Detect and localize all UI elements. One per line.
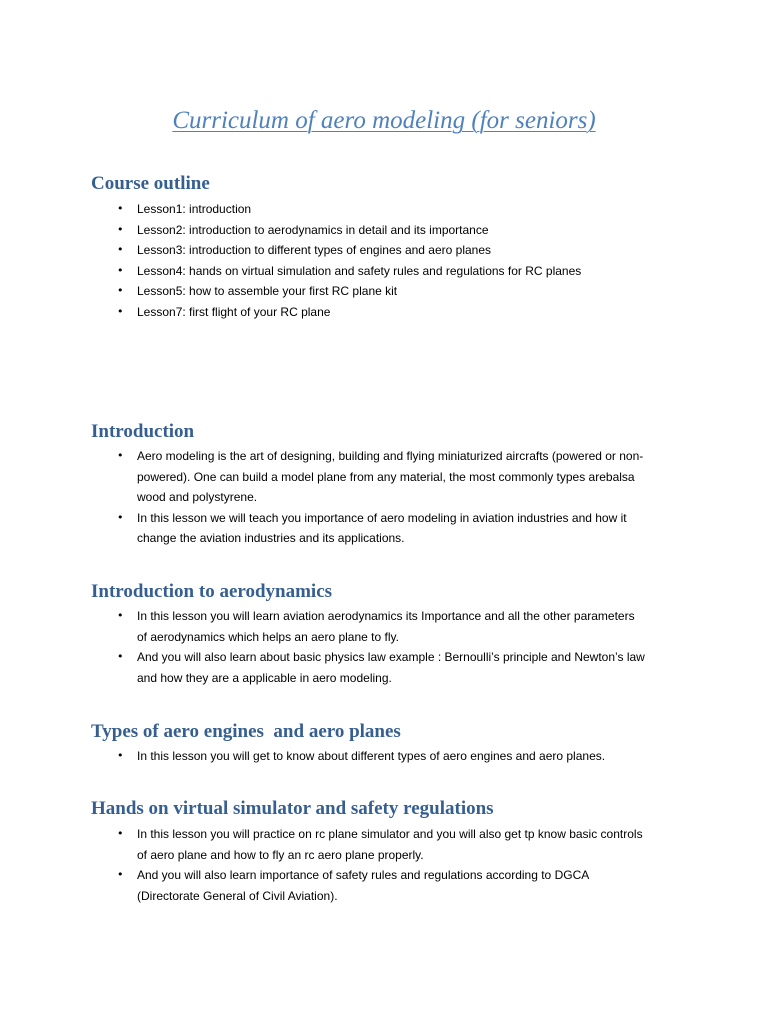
document-title: Curriculum of aero modeling (for seniors) <box>172 107 596 134</box>
list-item <box>137 199 581 220</box>
list-item-text: • And you will also learn about basic physics law example : Bernoulli’s principle and Newton’s law <box>137 650 645 664</box>
list-item-text: • Lesson1: introduction <box>137 202 252 216</box>
list-item-text: • Lesson4: hands on virtual simulation and safety rules and regulations for RC planes <box>137 263 582 278</box>
list-item <box>137 261 581 282</box>
list-item-text: • Lesson3: introduction to different types of engines and aero planes <box>137 243 492 257</box>
list-item-text: • Aero modeling is the art of designing, building and flying miniaturized aircrafts (powered or non- <box>137 449 644 463</box>
list-item <box>137 606 645 647</box>
aerodynamics-list <box>137 606 645 688</box>
list-item <box>137 865 643 906</box>
list-item <box>137 746 605 767</box>
section-heading-aerodynamics: Introduction to aerodynamics <box>91 581 333 602</box>
list-item-text: of aerodynamics which helps an aero plane to fly. <box>137 629 399 644</box>
list-item <box>137 647 645 688</box>
section-heading-introduction: Introduction <box>91 421 195 442</box>
list-item-text: • In this lesson we will teach you importance of aero modeling in aviation industries and how it <box>137 510 627 525</box>
list-item-text: • In this lesson you will learn aviation aerodynamics its Importance and all the other parameters <box>137 609 635 623</box>
list-item-text: • Lesson7: first flight of your RC plane <box>137 304 331 319</box>
list-item <box>137 281 581 302</box>
section-heading-aero-engines: Types of aero engines and aero planes <box>91 721 401 742</box>
list-item <box>137 302 581 323</box>
section-heading-course-outline: Course outline <box>91 173 210 194</box>
list-item-text: • Lesson5: how to assemble your first RC plane kit <box>137 284 398 298</box>
simulator-safety-list <box>137 824 643 906</box>
introduction-list <box>137 446 643 549</box>
list-item <box>137 446 643 508</box>
list-item-text: powered). One can build a model plane from any material, the most commonly types arebalsa <box>137 469 635 484</box>
aero-engines-list <box>137 746 605 767</box>
course-outline-list <box>137 199 581 322</box>
list-item-text: change the aviation industries and its applications. <box>137 531 405 545</box>
list-item-text: wood and polystyrene. <box>137 490 258 504</box>
list-item-text: • In this lesson you will get to know about different types of aero engines and aero planes. <box>137 749 606 763</box>
list-item-text: (Directorate General of Civil Aviation). <box>137 888 338 903</box>
list-item-text: • In this lesson you will practice on rc plane simulator and you will also get tp know basic controls <box>137 827 643 841</box>
list-item-text: and how they are a applicable in aero modeling. <box>137 670 392 685</box>
list-item <box>137 240 581 261</box>
section-heading-simulator-safety: Hands on virtual simulator and safety regulations <box>91 798 494 819</box>
list-item <box>137 508 643 549</box>
list-item-text: of aero plane and how to fly an rc aero plane properly. <box>137 847 424 862</box>
list-item <box>137 824 643 865</box>
list-item-text: • Lesson2: introduction to aerodynamics in detail and its importance <box>137 222 489 237</box>
list-item <box>137 220 581 241</box>
list-item-text: • And you will also learn importance of safety rules and regulations according to DGCA <box>137 868 590 882</box>
